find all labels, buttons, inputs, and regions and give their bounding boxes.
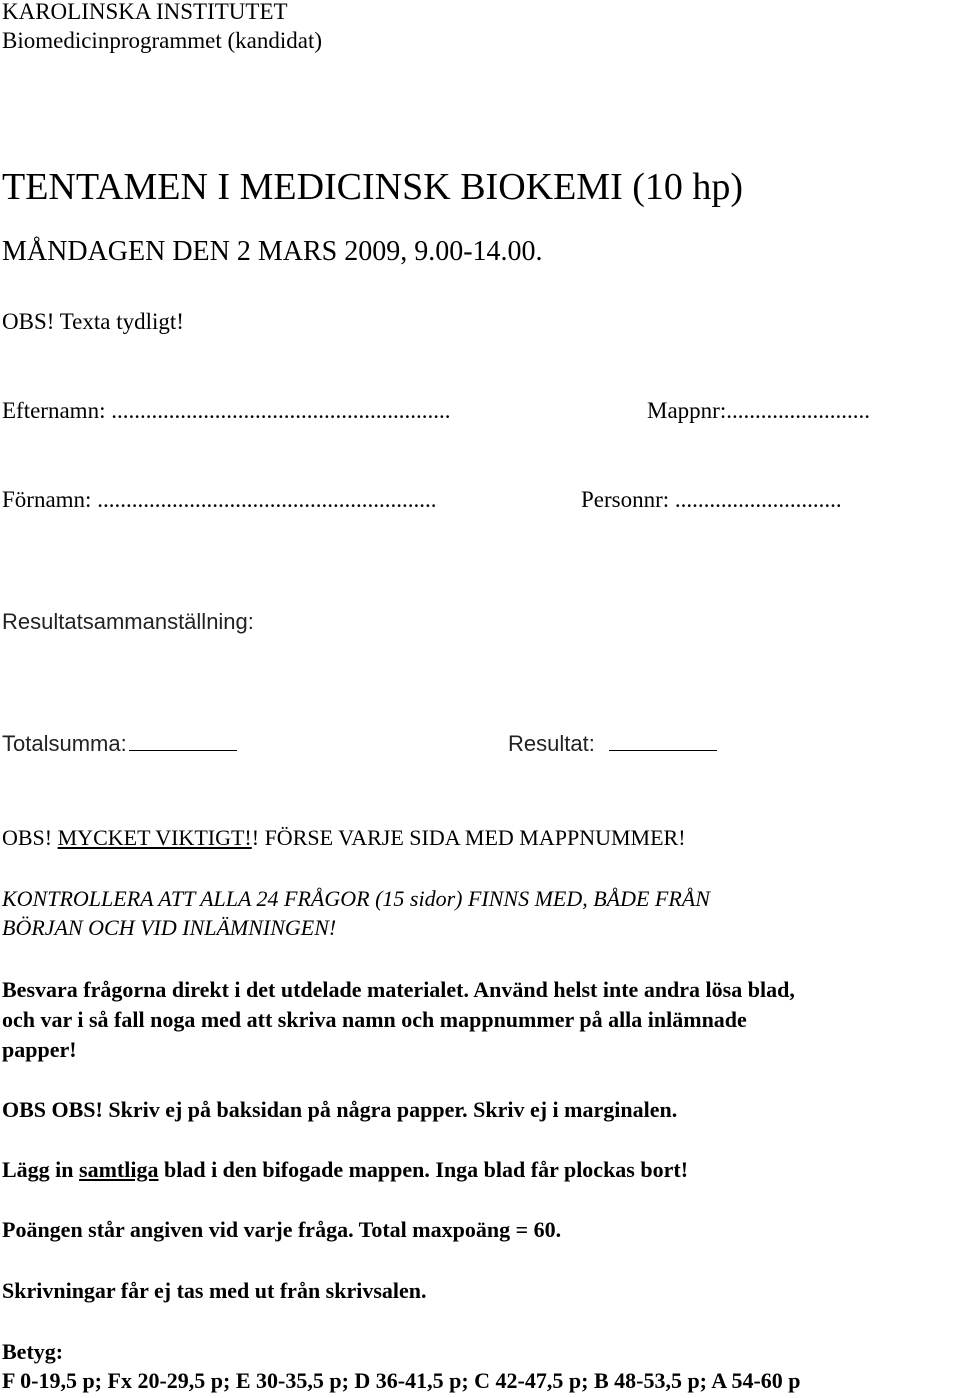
- exam-title: TENTAMEN I MEDICINSK BIOKEMI (10 hp): [2, 166, 744, 208]
- backside-instruction: OBS OBS! Skriv ej på baksidan på några papper. Skriv ej i marginalen.: [2, 1097, 678, 1122]
- total-sum-blank[interactable]: [129, 730, 237, 751]
- total-sum-row: [2, 730, 237, 758]
- summary-heading: Resultatsammanställning:: [2, 609, 254, 634]
- personal-number-field[interactable]: Personnr: .............................: [581, 487, 842, 512]
- important-underlined: MYCKET VIKTIGT!: [57, 825, 252, 850]
- result-label: Resultat:: [508, 731, 595, 756]
- insert-prefix: Lägg in: [2, 1157, 80, 1182]
- check-questions-line1: KONTROLLERA ATT ALLA 24 FRÅGOR (15 sidor) FINNS MED, BÅDE FRÅN: [2, 886, 710, 911]
- answer-instruction-line1: Besvara frågorna direkt i det utdelade materialet. Använd helst inte andra lösa blad,: [2, 977, 795, 1002]
- important-suffix: ! FÖRSE VARJE SIDA MED MAPPNUMMER!: [251, 825, 686, 850]
- points-instruction: Poängen står angiven vid varje fråga. Total maxpoäng = 60.: [2, 1217, 562, 1242]
- total-sum-label: Totalsumma:: [2, 731, 127, 756]
- result-row: [508, 730, 717, 758]
- insert-instruction: [2, 1156, 688, 1184]
- result-blank[interactable]: [609, 730, 717, 751]
- exam-date: MÅNDAGEN DEN 2 MARS 2009, 9.00-14.00.: [2, 236, 543, 267]
- insert-underlined: samtliga: [79, 1157, 159, 1182]
- answer-instruction-line2: och var i så fall noga med att skriva namn och mappnummer på alla inlämnade: [2, 1007, 747, 1032]
- check-questions-line2: BÖRJAN OCH VID INLÄMNINGEN!: [2, 915, 337, 940]
- program-name: Biomedicinprogrammet (kandidat): [2, 28, 322, 53]
- surname-field[interactable]: Efternamn: ...........................................................: [2, 398, 451, 423]
- write-clearly-note: OBS! Texta tydligt!: [2, 309, 184, 334]
- important-prefix: OBS!: [2, 825, 58, 850]
- insert-suffix: blad i den bifogade mappen. Inga blad får plockas bort!: [158, 1157, 689, 1182]
- answer-instruction-line3: papper!: [2, 1037, 77, 1062]
- folder-number-field[interactable]: Mappnr:.........................: [647, 398, 870, 423]
- important-notice: [2, 824, 686, 852]
- papers-instruction: Skrivningar får ej tas med ut från skrivsalen.: [2, 1278, 427, 1303]
- grading-scale: F 0-19,5 p; Fx 20-29,5 p; E 30-35,5 p; D 36-41,5 p; C 42-47,5 p; B 48-53,5 p; A 54-60 p: [2, 1368, 801, 1393]
- grading-heading: Betyg:: [2, 1339, 64, 1364]
- institution-name: KAROLINSKA INSTITUTET: [2, 0, 288, 24]
- first-name-field[interactable]: Förnamn: ...........................................................: [2, 487, 437, 512]
